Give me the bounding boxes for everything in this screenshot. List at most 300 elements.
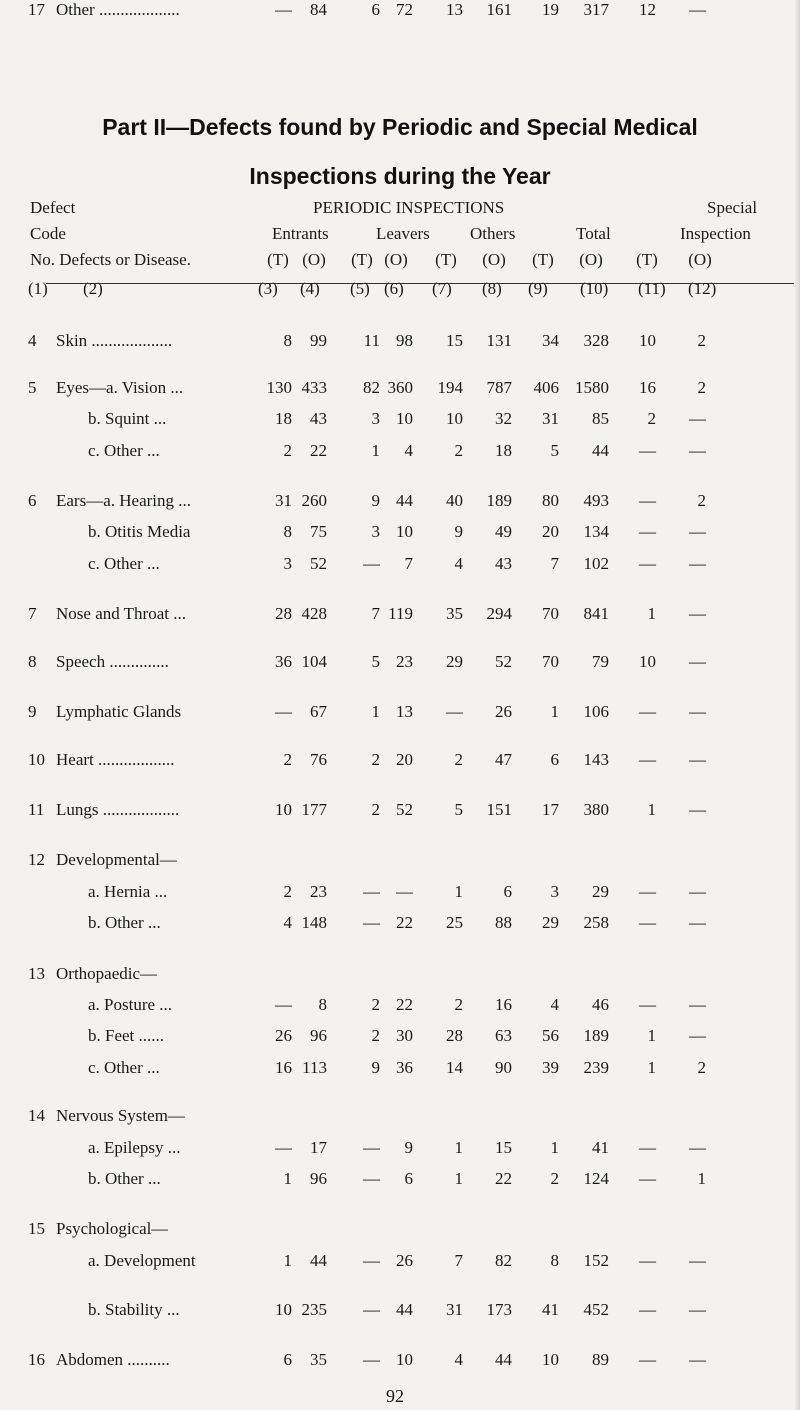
- row-value: 34: [542, 331, 559, 350]
- row-value: 90: [495, 1058, 512, 1077]
- row-value: 79: [592, 652, 609, 671]
- row-value: —: [363, 1300, 380, 1319]
- row-value: —: [689, 409, 706, 428]
- row-value: 10: [396, 522, 413, 541]
- row-value: 151: [486, 800, 512, 819]
- row-label: b. Otitis Media: [88, 522, 191, 541]
- row-label: Speech ..............: [56, 652, 169, 671]
- row-value: 6: [404, 1169, 413, 1188]
- row-value: 6: [283, 1350, 292, 1369]
- row-value: 2: [371, 1026, 380, 1045]
- row-value: 2: [697, 378, 706, 397]
- header-group-entrants: Entrants: [272, 224, 329, 243]
- row-value: 88: [495, 913, 512, 932]
- row-value: 17: [542, 800, 559, 819]
- row-value: 84: [310, 0, 327, 19]
- row-value: 1: [550, 702, 559, 721]
- row-value: 8: [318, 995, 327, 1014]
- row-value: 29: [592, 882, 609, 901]
- page-number: 92: [386, 1386, 404, 1406]
- row-label: b. Feet ......: [88, 1026, 165, 1045]
- row-value: 35: [446, 604, 463, 623]
- row-value: —: [639, 1300, 656, 1319]
- row-value: 44: [396, 491, 413, 510]
- row-value: 3: [550, 882, 559, 901]
- header-group-leavers: Leavers: [376, 224, 430, 243]
- row-value: 47: [495, 750, 512, 769]
- row-value: 2: [371, 995, 380, 1014]
- row-value: —: [689, 522, 706, 541]
- row-value: 9: [404, 1138, 413, 1157]
- row-value: 11: [363, 331, 380, 350]
- row-value: —: [639, 913, 656, 932]
- row-value: 82: [363, 378, 380, 397]
- row-code: 15: [28, 1219, 45, 1238]
- row-value: 16: [275, 1058, 292, 1077]
- row-value: 787: [486, 378, 512, 397]
- row-value: —: [639, 702, 656, 721]
- row-value: —: [689, 1026, 706, 1045]
- row-value: 452: [583, 1300, 609, 1319]
- page-edge-shadow: [794, 0, 800, 1410]
- header-to-7: (O): [579, 250, 603, 269]
- row-value: —: [689, 913, 706, 932]
- row-value: 4: [283, 913, 292, 932]
- row-value: —: [689, 1251, 706, 1270]
- row-value: 6: [503, 882, 512, 901]
- row-label: Other ...................: [56, 0, 180, 19]
- row-value: 20: [542, 522, 559, 541]
- row-value: 433: [301, 378, 327, 397]
- row-label: a. Posture ...: [88, 995, 173, 1014]
- row-value: —: [689, 995, 706, 1014]
- row-code: 11: [28, 800, 45, 819]
- row-value: 31: [275, 491, 292, 510]
- row-code: 16: [28, 1350, 45, 1369]
- row-value: 13: [446, 0, 463, 19]
- row-value: —: [639, 491, 656, 510]
- row-value: 16: [495, 995, 512, 1014]
- row-value: —: [275, 0, 292, 19]
- page-title-line2: Inspections during the Year: [249, 163, 551, 189]
- row-value: 82: [495, 1251, 512, 1270]
- row-value: 9: [371, 491, 380, 510]
- header-to-3: (O): [384, 250, 408, 269]
- row-code: 7: [28, 604, 37, 623]
- row-value: 29: [446, 652, 463, 671]
- row-value: 189: [583, 1026, 609, 1045]
- row-value: 8: [550, 1251, 559, 1270]
- row-value: 8: [283, 522, 292, 541]
- row-value: 10: [275, 800, 292, 819]
- row-value: 177: [301, 800, 327, 819]
- row-label: Lungs ..................: [56, 800, 180, 819]
- row-value: 5: [371, 652, 380, 671]
- column-number-6: (6): [384, 279, 404, 298]
- row-label: b. Other ...: [88, 1169, 161, 1188]
- row-value: —: [396, 882, 413, 901]
- row-value: 96: [310, 1169, 327, 1188]
- row-value: —: [639, 554, 656, 573]
- column-number-3: (3): [258, 279, 278, 298]
- row-value: 44: [495, 1350, 512, 1369]
- column-number-5: (5): [350, 279, 370, 298]
- row-value: 148: [301, 913, 327, 932]
- column-number-12: (12): [688, 279, 717, 298]
- row-value: —: [363, 1251, 380, 1270]
- row-code: 17: [28, 0, 45, 19]
- row-value: 2: [371, 800, 380, 819]
- row-value: 52: [310, 554, 327, 573]
- row-value: 1: [454, 882, 463, 901]
- header-to-2: (T): [351, 250, 373, 269]
- row-code: 4: [28, 331, 37, 350]
- row-value: 10: [542, 1350, 559, 1369]
- row-value: 1: [371, 441, 380, 460]
- row-code: 10: [28, 750, 45, 769]
- row-value: 67: [310, 702, 327, 721]
- row-value: 15: [446, 331, 463, 350]
- row-value: —: [689, 702, 706, 721]
- row-value: 98: [396, 331, 413, 350]
- row-value: 9: [371, 1058, 380, 1077]
- row-value: —: [639, 1350, 656, 1369]
- row-value: 31: [542, 409, 559, 428]
- row-label: Orthopaedic—: [56, 964, 158, 983]
- header-code: Code: [30, 224, 66, 243]
- row-value: 35: [310, 1350, 327, 1369]
- row-value: 194: [437, 378, 463, 397]
- row-value: —: [363, 882, 380, 901]
- row-value: 380: [583, 800, 609, 819]
- row-value: —: [639, 995, 656, 1014]
- row-value: 1: [697, 1169, 706, 1188]
- header-to-6: (T): [532, 250, 554, 269]
- row-value: 15: [495, 1138, 512, 1157]
- row-value: —: [639, 1138, 656, 1157]
- row-value: 2: [283, 750, 292, 769]
- row-value: 44: [396, 1300, 413, 1319]
- header-group-total: Total: [576, 224, 611, 243]
- row-value: 10: [639, 652, 656, 671]
- row-value: 23: [310, 882, 327, 901]
- row-value: 1: [454, 1138, 463, 1157]
- row-value: —: [275, 1138, 292, 1157]
- row-value: 406: [533, 378, 559, 397]
- row-value: 2: [371, 750, 380, 769]
- row-value: —: [689, 554, 706, 573]
- row-value: 22: [396, 995, 413, 1014]
- row-label: Lymphatic Glands: [56, 702, 182, 721]
- row-label: Nose and Throat ...: [56, 604, 186, 623]
- row-value: 317: [583, 0, 609, 19]
- row-value: 5: [550, 441, 559, 460]
- row-value: 258: [583, 913, 609, 932]
- row-value: 4: [454, 554, 463, 573]
- row-value: —: [689, 882, 706, 901]
- row-value: 119: [388, 604, 413, 623]
- row-value: 26: [495, 702, 512, 721]
- row-value: 1: [647, 1026, 656, 1045]
- row-value: 41: [592, 1138, 609, 1157]
- row-value: 10: [396, 409, 413, 428]
- row-value: 161: [486, 0, 512, 19]
- page-title-line1: Part II—Defects found by Periodic and Special Medical: [102, 114, 698, 140]
- row-label: Nervous System—: [56, 1106, 185, 1125]
- row-value: 16: [639, 378, 656, 397]
- row-value: 28: [446, 1026, 463, 1045]
- row-value: —: [689, 750, 706, 769]
- row-value: —: [363, 1350, 380, 1369]
- header-defect: Defect: [30, 198, 76, 217]
- row-value: 6: [550, 750, 559, 769]
- column-number-1: (1): [28, 279, 48, 298]
- row-value: 85: [592, 409, 609, 428]
- row-value: 260: [301, 491, 327, 510]
- row-code: 6: [28, 491, 37, 510]
- row-code: 9: [28, 702, 37, 721]
- row-value: 22: [396, 913, 413, 932]
- row-value: —: [689, 652, 706, 671]
- row-value: 96: [310, 1026, 327, 1045]
- row-value: —: [689, 441, 706, 460]
- header-inspection: Inspection: [680, 224, 751, 243]
- row-value: 43: [310, 409, 327, 428]
- row-value: 5: [454, 800, 463, 819]
- row-value: 2: [454, 441, 463, 460]
- row-value: 49: [495, 522, 512, 541]
- row-value: 1: [647, 1058, 656, 1077]
- row-value: —: [363, 913, 380, 932]
- row-value: 10: [275, 1300, 292, 1319]
- row-label: Abdomen ..........: [56, 1350, 170, 1369]
- row-value: 72: [396, 0, 413, 19]
- row-value: 2: [454, 750, 463, 769]
- row-value: 46: [592, 995, 609, 1014]
- header-to-4: (T): [435, 250, 457, 269]
- row-label: a. Hernia ...: [88, 882, 168, 901]
- row-value: 80: [542, 491, 559, 510]
- row-value: 19: [542, 0, 559, 19]
- row-value: 70: [542, 604, 559, 623]
- row-code: 12: [28, 850, 45, 869]
- row-value: —: [689, 0, 706, 19]
- row-value: 12: [639, 0, 656, 19]
- row-value: 1: [454, 1169, 463, 1188]
- row-label: b. Squint ...: [88, 409, 167, 428]
- row-value: 76: [310, 750, 327, 769]
- header-special: Special: [707, 198, 758, 217]
- row-value: 3: [371, 409, 380, 428]
- row-value: —: [689, 1300, 706, 1319]
- header-to-5: (O): [482, 250, 506, 269]
- row-value: 2: [454, 995, 463, 1014]
- row-value: 32: [495, 409, 512, 428]
- row-value: 89: [592, 1350, 609, 1369]
- row-value: 36: [396, 1058, 413, 1077]
- row-value: —: [689, 1138, 706, 1157]
- row-value: —: [363, 1169, 380, 1188]
- row-label: Developmental—: [56, 850, 177, 869]
- row-value: 152: [583, 1251, 609, 1270]
- row-label: Heart ..................: [56, 750, 175, 769]
- row-value: 3: [283, 554, 292, 573]
- row-code: 8: [28, 652, 37, 671]
- row-value: 29: [542, 913, 559, 932]
- row-value: 104: [301, 652, 327, 671]
- row-value: 2: [697, 331, 706, 350]
- row-value: —: [689, 1350, 706, 1369]
- header-no-defects: No. Defects or Disease.: [30, 250, 191, 269]
- row-value: —: [639, 1251, 656, 1270]
- row-value: 10: [396, 1350, 413, 1369]
- row-value: 7: [454, 1251, 463, 1270]
- row-value: 75: [310, 522, 327, 541]
- row-value: 17: [310, 1138, 327, 1157]
- row-value: 1: [647, 800, 656, 819]
- row-value: 328: [583, 331, 609, 350]
- header-to-9: (O): [688, 250, 712, 269]
- row-value: —: [275, 702, 292, 721]
- row-value: 173: [486, 1300, 512, 1319]
- column-number-9: (9): [528, 279, 548, 298]
- row-value: 10: [446, 409, 463, 428]
- row-value: 99: [310, 331, 327, 350]
- column-number-7: (7): [432, 279, 452, 298]
- row-value: 36: [275, 652, 292, 671]
- row-value: 106: [583, 702, 609, 721]
- row-value: 10: [639, 331, 656, 350]
- row-value: 134: [583, 522, 609, 541]
- row-value: 2: [283, 441, 292, 460]
- row-value: 360: [387, 378, 413, 397]
- row-value: 8: [283, 331, 292, 350]
- row-value: 31: [446, 1300, 463, 1319]
- row-value: 4: [550, 995, 559, 1014]
- row-value: 2: [283, 882, 292, 901]
- column-number-8: (8): [482, 279, 502, 298]
- row-value: 143: [583, 750, 609, 769]
- row-code: 13: [28, 964, 45, 983]
- row-value: 3: [371, 522, 380, 541]
- row-value: 13: [396, 702, 413, 721]
- row-value: 239: [583, 1058, 609, 1077]
- row-value: 26: [396, 1251, 413, 1270]
- row-value: 130: [266, 378, 292, 397]
- row-label: b. Stability ...: [88, 1300, 180, 1319]
- header-to-0: (T): [267, 250, 289, 269]
- column-number-2: (2): [83, 279, 103, 298]
- header-to-1: (O): [302, 250, 326, 269]
- row-value: 14: [446, 1058, 463, 1077]
- row-value: 26: [275, 1026, 292, 1045]
- row-value: 43: [495, 554, 512, 573]
- row-value: —: [446, 702, 463, 721]
- row-label: a. Epilepsy ...: [88, 1138, 181, 1157]
- row-value: 428: [301, 604, 327, 623]
- row-value: 63: [495, 1026, 512, 1045]
- row-value: 294: [486, 604, 512, 623]
- row-label: c. Other ...: [88, 441, 160, 460]
- row-value: —: [689, 800, 706, 819]
- row-value: —: [689, 604, 706, 623]
- row-value: 4: [454, 1350, 463, 1369]
- row-value: 44: [592, 441, 609, 460]
- row-code: 5: [28, 378, 37, 397]
- header-rule: [46, 283, 794, 284]
- row-value: 22: [310, 441, 327, 460]
- row-value: 18: [495, 441, 512, 460]
- row-value: —: [639, 441, 656, 460]
- row-label: a. Development: [88, 1251, 196, 1270]
- row-value: 2: [647, 409, 656, 428]
- header-periodic: PERIODIC INSPECTIONS: [313, 198, 505, 217]
- row-value: 124: [583, 1169, 609, 1188]
- row-value: 52: [396, 800, 413, 819]
- row-value: 40: [446, 491, 463, 510]
- row-value: 189: [486, 491, 512, 510]
- row-value: 28: [275, 604, 292, 623]
- row-value: —: [363, 554, 380, 573]
- row-value: 102: [583, 554, 609, 573]
- row-value: 493: [583, 491, 609, 510]
- row-value: —: [639, 882, 656, 901]
- row-value: 6: [371, 0, 380, 19]
- row-value: 2: [697, 1058, 706, 1077]
- row-value: 22: [495, 1169, 512, 1188]
- row-value: 1: [647, 604, 656, 623]
- row-value: 9: [454, 522, 463, 541]
- row-value: —: [639, 1169, 656, 1188]
- row-value: —: [363, 1138, 380, 1157]
- column-number-4: (4): [300, 279, 320, 298]
- row-value: 1: [371, 702, 380, 721]
- row-value: 1580: [575, 378, 609, 397]
- row-value: 7: [404, 554, 413, 573]
- header-to-8: (T): [636, 250, 658, 269]
- row-value: —: [639, 750, 656, 769]
- row-label: c. Other ...: [88, 1058, 160, 1077]
- row-label: c. Other ...: [88, 554, 160, 573]
- row-value: 131: [486, 331, 512, 350]
- row-value: 52: [495, 652, 512, 671]
- row-value: 2: [550, 1169, 559, 1188]
- row-label: Ears—a. Hearing ...: [56, 491, 192, 510]
- row-value: 4: [404, 441, 413, 460]
- row-value: —: [275, 995, 292, 1014]
- row-value: 113: [302, 1058, 327, 1077]
- row-value: 1: [283, 1169, 292, 1188]
- column-number-10: (10): [580, 279, 609, 298]
- row-value: 1: [283, 1251, 292, 1270]
- row-value: 23: [396, 652, 413, 671]
- row-value: 7: [550, 554, 559, 573]
- row-code: 14: [28, 1106, 45, 1125]
- row-value: 20: [396, 750, 413, 769]
- row-value: —: [639, 522, 656, 541]
- row-label: Skin ...................: [56, 331, 173, 350]
- row-label: Eyes—a. Vision ...: [56, 378, 184, 397]
- row-value: 2: [697, 491, 706, 510]
- row-label: b. Other ...: [88, 913, 161, 932]
- row-value: 39: [542, 1058, 559, 1077]
- row-value: 70: [542, 652, 559, 671]
- row-value: 235: [301, 1300, 327, 1319]
- row-value: 41: [542, 1300, 559, 1319]
- row-value: 25: [446, 913, 463, 932]
- row-label: Psychological—: [56, 1219, 169, 1238]
- row-value: 1: [550, 1138, 559, 1157]
